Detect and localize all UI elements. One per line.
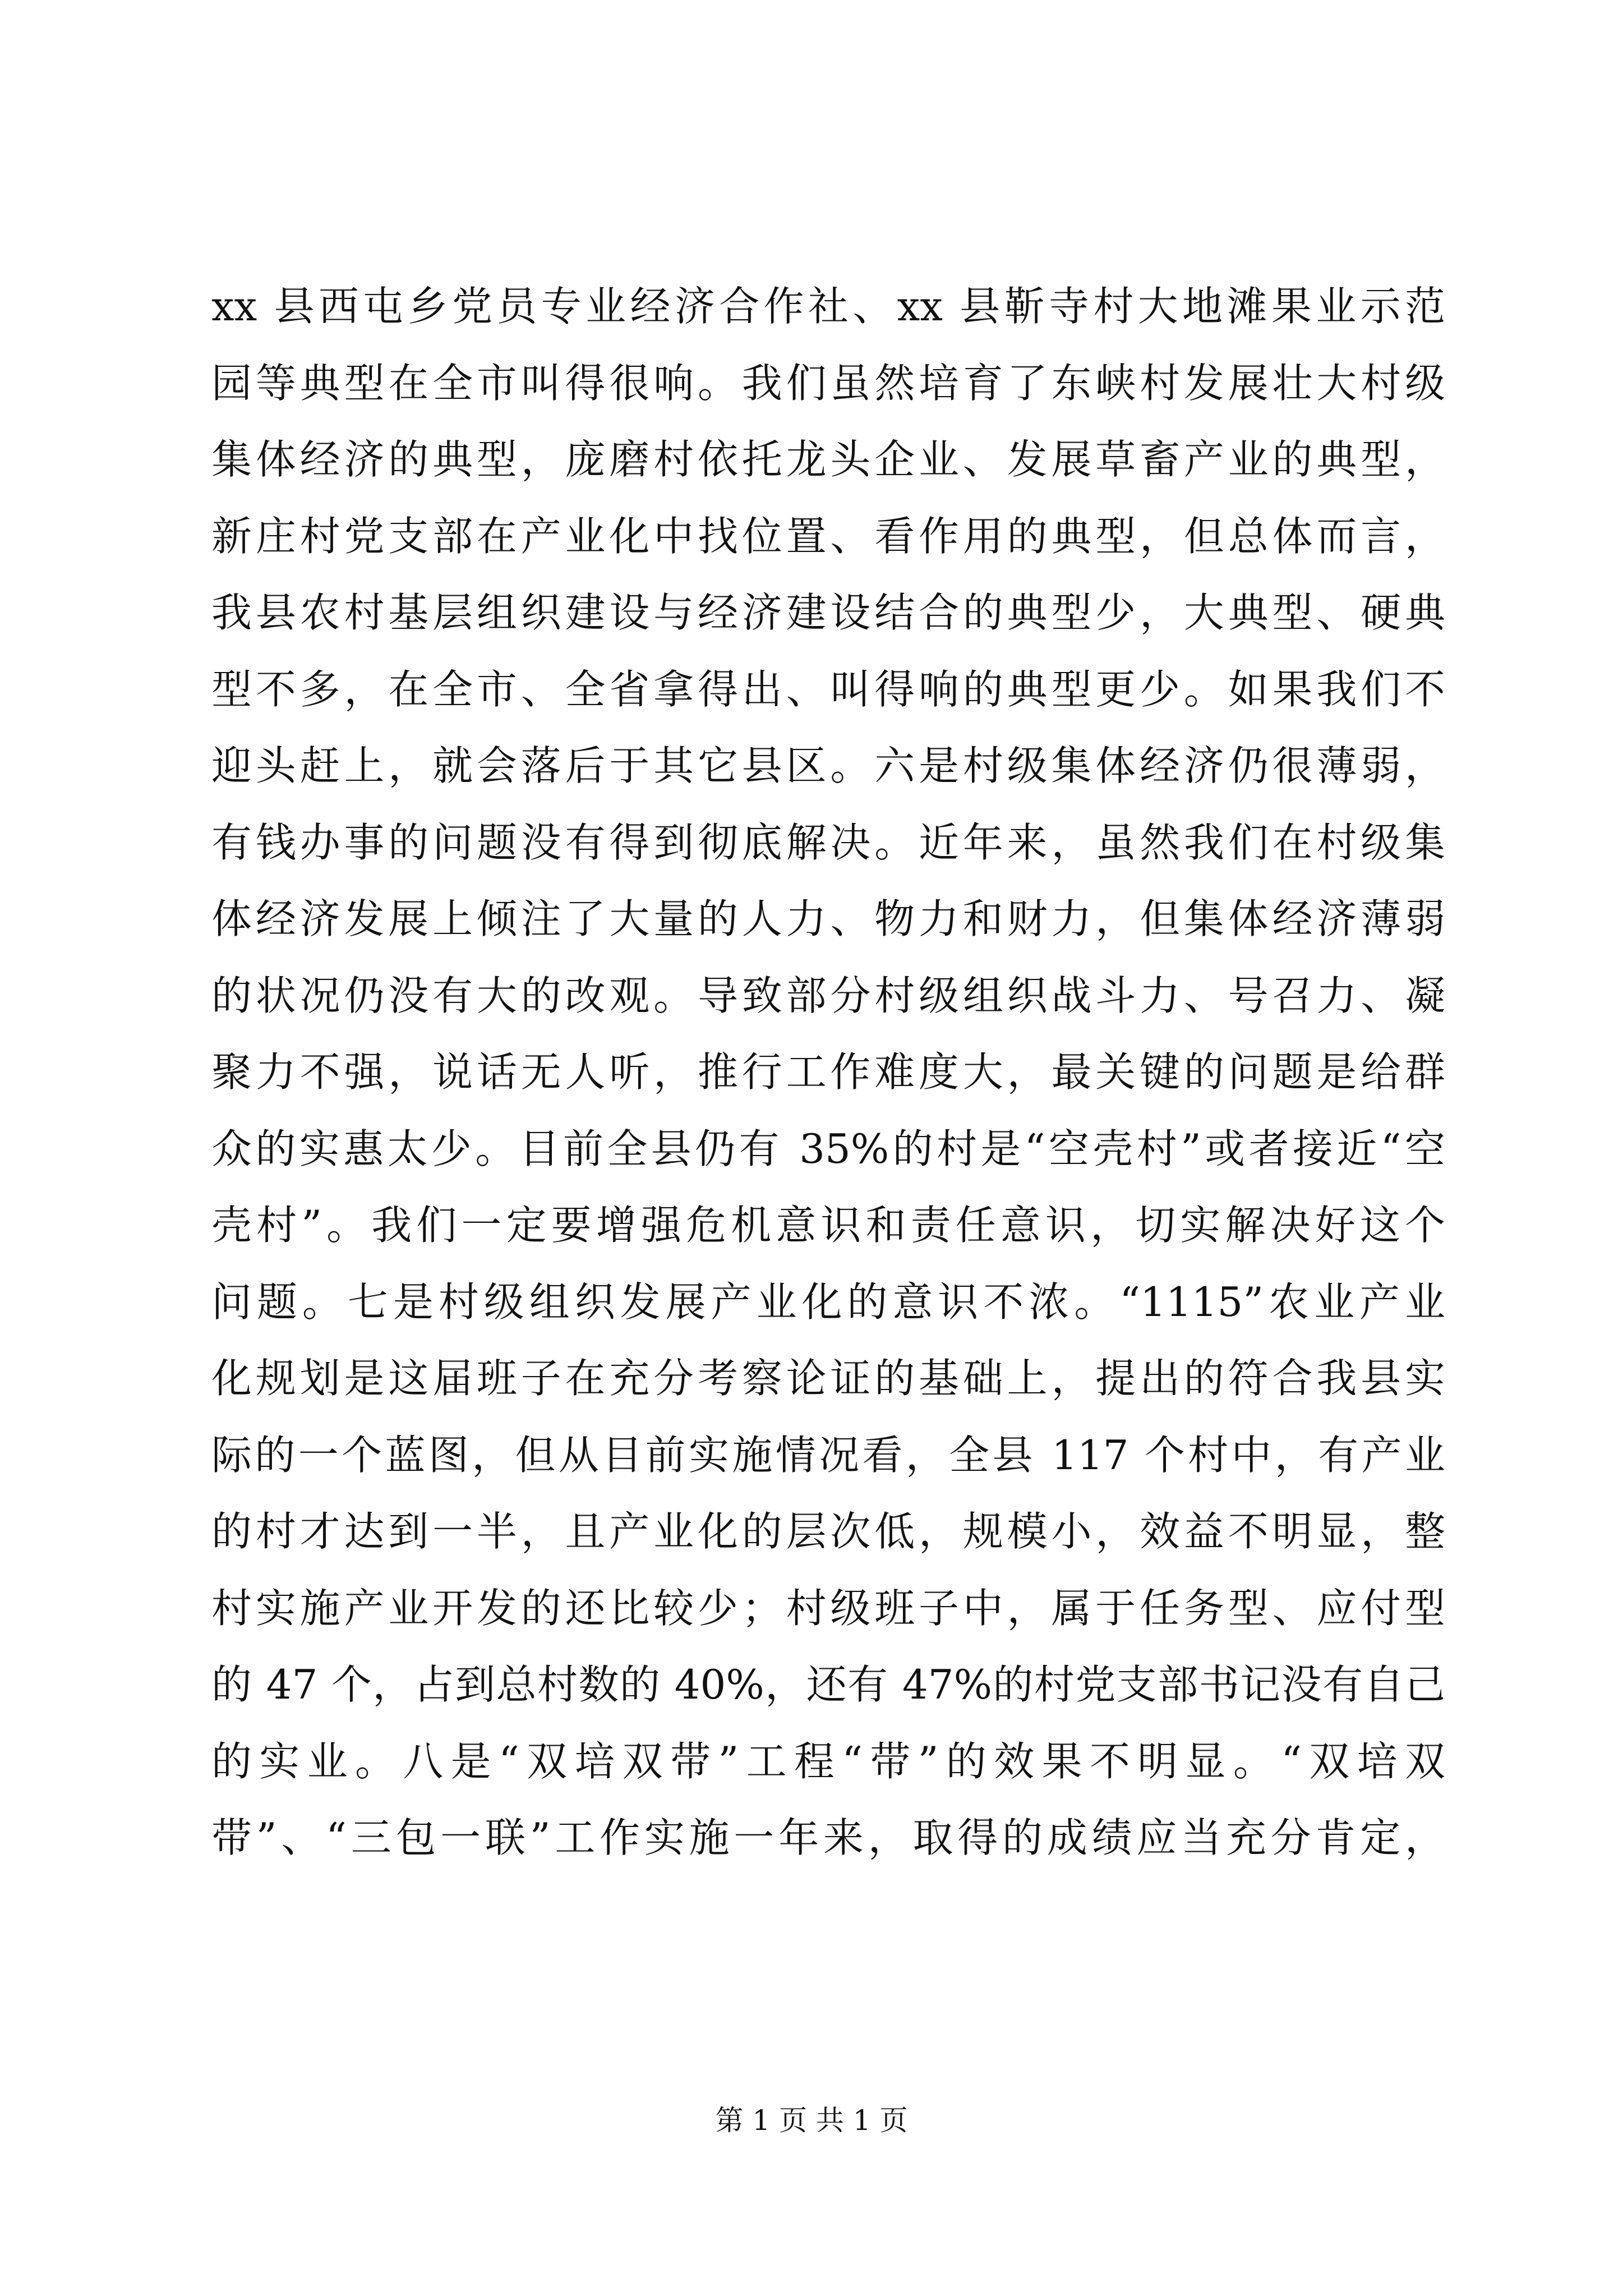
body-text [211,268,1445,1876]
page-footer [0,2104,1623,2137]
text-line: 园等典型在全市叫得很响。我们虽然培育了东峡村发展壮大村级 [211,359,1445,407]
text-line: 的实业。八是“双培双带”工程“带”的效果不明显。“双培双 [211,1737,1445,1785]
text-line: 的 47 个，占到总村数的 40%，还有 47%的村党支部书记没有自己 [211,1661,1445,1708]
text-line: 体经济发展上倾注了大量的人力、物力和财力，但集体经济薄弱 [211,895,1445,942]
text-line: 壳村”。我们一定要增强危机意识和责任意识，切实解决好这个 [211,1202,1445,1249]
text-line: 有钱办事的问题没有得到彻底解决。近年来，虽然我们在村级集 [211,818,1445,866]
text-line: 问题。七是村级组织发展产业化的意识不浓。“1115”农业产业 [211,1278,1445,1326]
text-line: 集体经济的典型，庞磨村依托龙头企业、发展草畜产业的典型， [211,436,1445,483]
text-line: xx 县西屯乡党员专业经济合作社、xx 县靳寺村大地滩果业示范 [211,283,1445,330]
text-line: 际的一个蓝图，但从目前实施情况看，全县 117 个村中，有产业 [211,1431,1445,1479]
text-line: 化规划是这届班子在充分考察论证的基础上，提出的符合我县实 [211,1355,1445,1402]
text-line: 的状况仍没有大的改观。导致部分村级组织战斗力、号召力、凝 [211,972,1445,1019]
text-line: 带”、“三包一联”工作实施一年来，取得的成绩应当充分肯定， [211,1814,1445,1861]
text-line: 迎头赶上，就会落后于其它县区。六是村级集体经济仍很薄弱， [211,742,1445,789]
text-line: 众的实惠太少。目前全县仍有 35%的村是“空壳村”或者接近“空 [211,1125,1445,1172]
page-number-label: 第 1 页 共 1 页 [715,2104,908,2137]
text-line: 聚力不强，说话无人听，推行工作难度大，最关键的问题是给群 [211,1048,1445,1096]
text-line: 村实施产业开发的还比较少；村级班子中，属于任务型、应付型 [211,1584,1445,1632]
text-line: 我县农村基层组织建设与经济建设结合的典型少，大典型、硬典 [211,589,1445,636]
text-line: 型不多，在全市、全省拿得出、叫得响的典型更少。如果我们不 [211,665,1445,713]
text-line: 新庄村党支部在产业化中找位置、看作用的典型，但总体而言， [211,512,1445,560]
text-line: 的村才达到一半，且产业化的层次低，规模小，效益不明显，整 [211,1508,1445,1555]
